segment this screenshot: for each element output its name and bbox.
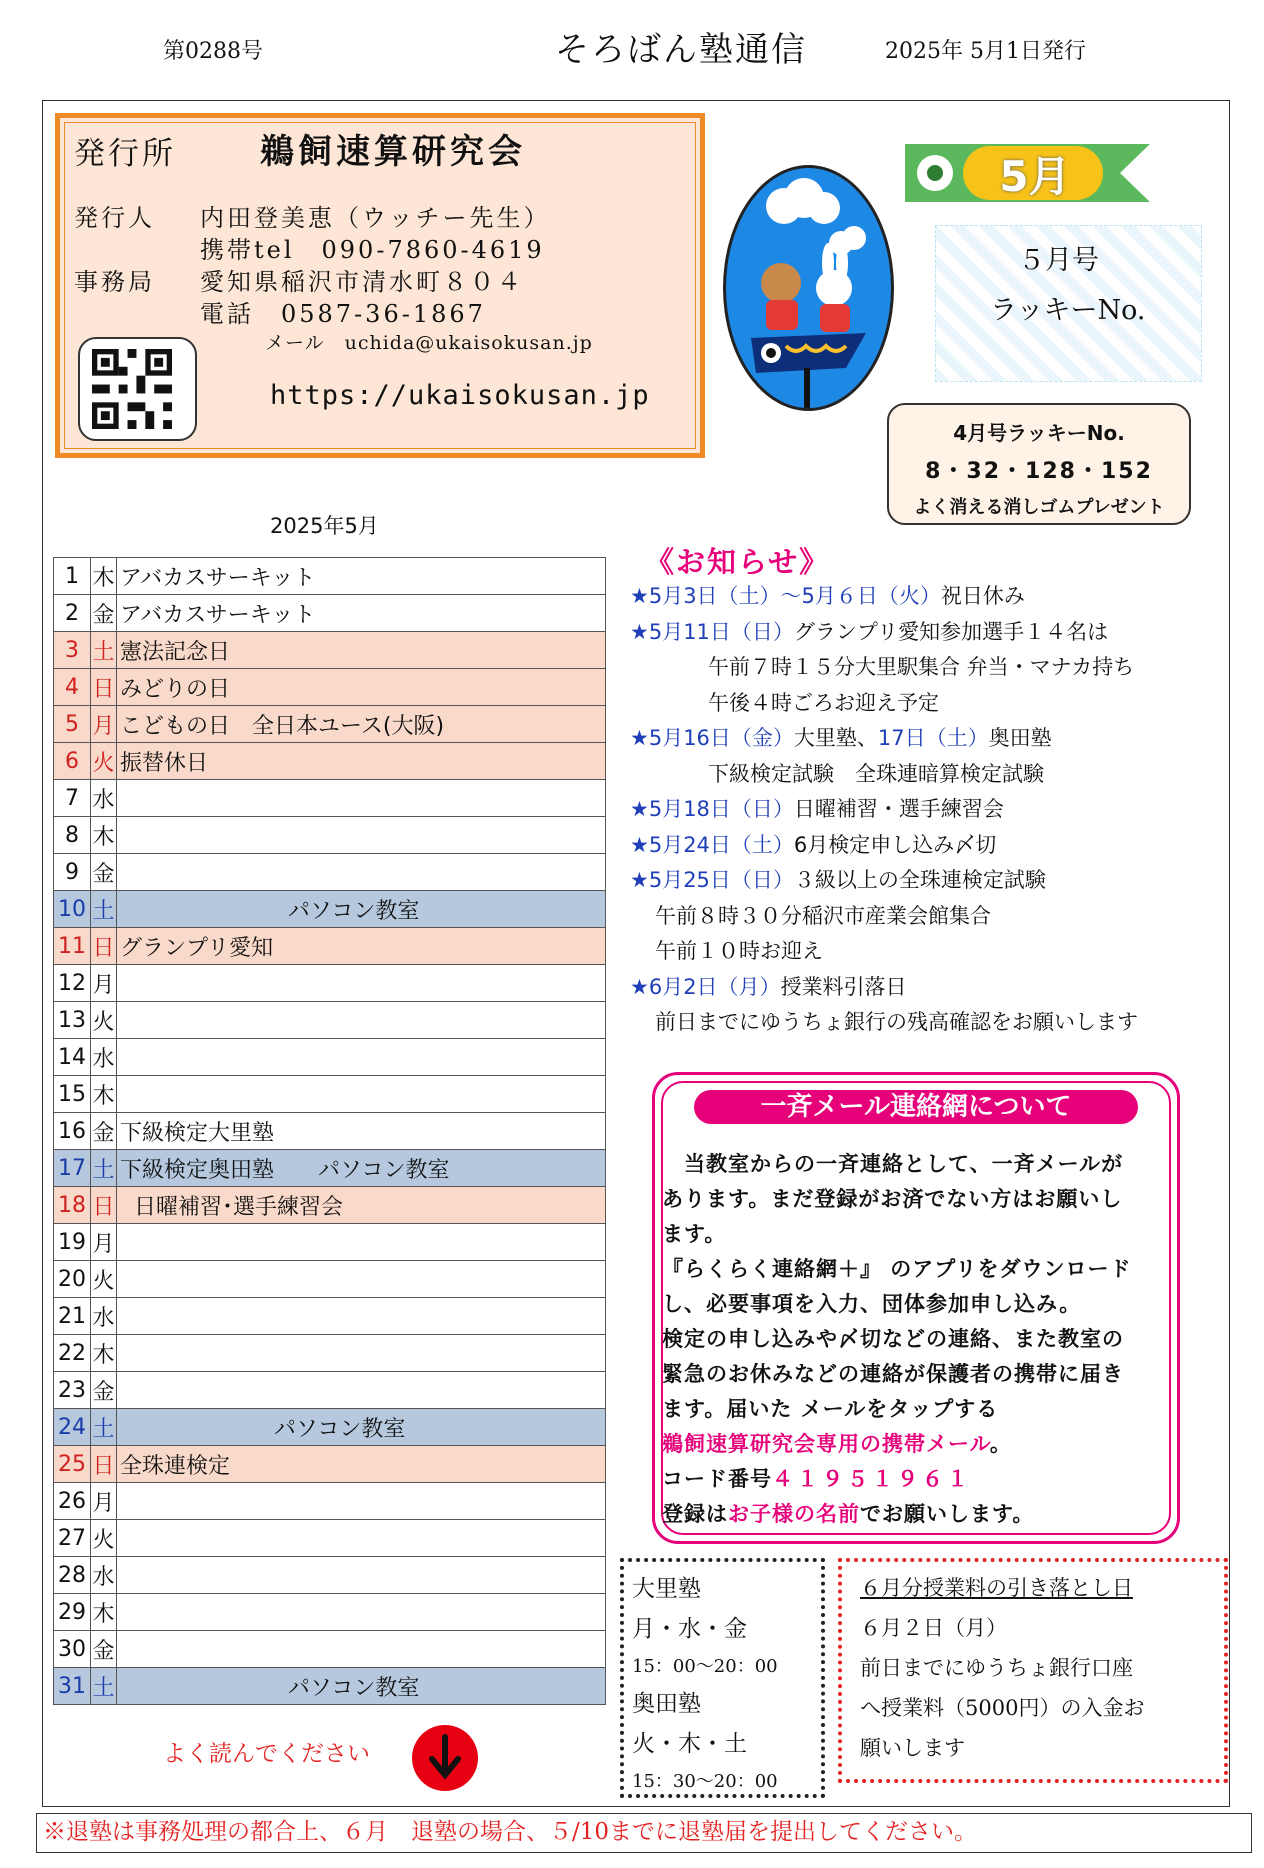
calendar-event: みどりの日 — [117, 669, 606, 706]
calendar-weekday: 土 — [91, 632, 117, 669]
calendar-day: 28 — [54, 1557, 91, 1594]
notice-line — [630, 616, 1108, 646]
calendar-row — [54, 1076, 606, 1113]
mail-text-5: し、必要事項を入力、団体参加申し込み。 — [662, 1292, 1082, 1316]
notice-line — [630, 829, 996, 859]
calendar-weekday: 火 — [91, 1002, 117, 1039]
calendar-event — [117, 1261, 606, 1298]
tuition-date: ６月２日（月） — [860, 1616, 1007, 1640]
calendar-day: 7 — [54, 780, 91, 817]
notice-date: 5月25日（日） — [648, 868, 794, 892]
calendar-weekday: 金 — [91, 854, 117, 891]
calendar-event — [117, 817, 606, 854]
calendar-event — [117, 1631, 606, 1668]
notice-date: 5月16日（金） — [648, 726, 794, 750]
notice-text: 大里塾、 — [793, 726, 878, 750]
calendar-row — [54, 928, 606, 965]
calendar-weekday: 木 — [91, 1076, 117, 1113]
calendar-row — [54, 1039, 606, 1076]
previous-lucky-numbers: 8・32・128・152 — [925, 459, 1153, 484]
calendar-weekday: 土 — [91, 1150, 117, 1187]
mail-network-title: 一斉メール連絡網について — [694, 1090, 1138, 1124]
notice-star-icon: ★ — [630, 726, 649, 750]
calendar-row — [54, 743, 606, 780]
notice-text: 奥田塾 — [988, 726, 1052, 750]
arrow-down-icon — [412, 1725, 478, 1791]
calendar-row — [54, 1002, 606, 1039]
calendar-day: 31 — [54, 1668, 91, 1705]
office-address: 愛知県稲沢市清水町８０４ — [200, 268, 524, 296]
notice-star-icon: ★ — [630, 797, 649, 821]
calendar-row — [54, 706, 606, 743]
mail-text-9: 鵜飼速算研究会専用の携帯メール。 — [662, 1432, 1012, 1456]
notice-star-icon: ★ — [630, 974, 649, 999]
calendar-event: 下級検定大里塾 — [117, 1113, 606, 1150]
notice-line — [630, 793, 1004, 823]
calendar-event — [117, 1039, 606, 1076]
mail-code: コード番号４１９５１９６１ — [662, 1467, 972, 1491]
calendar-weekday: 月 — [91, 706, 117, 743]
publisher-label: 発行所 — [74, 136, 176, 172]
calendar-row — [54, 891, 606, 928]
calendar-day: 9 — [54, 854, 91, 891]
calendar-weekday: 金 — [91, 1113, 117, 1150]
notice-text: 祝日休み — [940, 584, 1025, 608]
notice-text: 下級検定試験 全珠連暗算検定試験 — [708, 761, 1044, 786]
notice-star-icon: ★ — [630, 619, 649, 644]
calendar-weekday: 木 — [91, 558, 117, 595]
calendar-day: 13 — [54, 1002, 91, 1039]
school-2-days: 火・木・土 — [632, 1731, 747, 1757]
calendar-weekday: 土 — [91, 891, 117, 928]
previous-lucky-prize: よく消える消しゴムプレゼント — [913, 497, 1165, 518]
calendar-event: パソコン教室 — [117, 1668, 606, 1705]
calendar-day: 27 — [54, 1520, 91, 1557]
calendar-event: パソコン教室 — [117, 891, 606, 928]
calendar-weekday: 土 — [91, 1668, 117, 1705]
calendar-day: 10 — [54, 891, 91, 928]
calendar-weekday: 火 — [91, 743, 117, 780]
calendar-weekday: 月 — [91, 965, 117, 1002]
school-1-name: 大里塾 — [632, 1576, 701, 1602]
mail-text-8: ます。届いた メールをタップする — [662, 1397, 999, 1421]
publisher-person: 内田登美恵（ウッチー先生） — [200, 204, 551, 232]
notice-text: 日曜補習・選手練習会 — [793, 797, 1004, 821]
calendar-weekday: 日 — [91, 1187, 117, 1224]
calendar-event: 全珠連検定 — [117, 1446, 606, 1483]
notice-text: 午前８時３０分稲沢市産業会館集合 — [655, 903, 991, 928]
calendar-event — [117, 1557, 606, 1594]
website-url[interactable]: https://ukaisokusan.jp — [270, 380, 650, 411]
calendar-row — [54, 1261, 606, 1298]
mail-code-number: ４１９５１９６１ — [772, 1467, 972, 1491]
calendar-weekday: 金 — [91, 1631, 117, 1668]
calendar-day: 14 — [54, 1039, 91, 1076]
issue-number: 第0288号 — [163, 39, 263, 64]
calendar-event: アバカスサーキット — [117, 558, 606, 595]
lucky-issue: ５月号 — [1018, 245, 1099, 276]
calendar-event — [117, 1520, 606, 1557]
notice-line — [630, 971, 907, 1001]
calendar-day: 26 — [54, 1483, 91, 1520]
calendar-row — [54, 558, 606, 595]
calendar-row — [54, 854, 606, 891]
calendar-event: パソコン教室 — [117, 1409, 606, 1446]
calendar-row — [54, 1335, 606, 1372]
calendar-day: 5 — [54, 706, 91, 743]
office-phone: 電話 0587-36-1867 — [200, 300, 486, 328]
calendar-day: 23 — [54, 1372, 91, 1409]
calendar-day: 1 — [54, 558, 91, 595]
calendar-day: 3 — [54, 632, 91, 669]
calendar-weekday: 水 — [91, 1557, 117, 1594]
notice-line — [708, 758, 1044, 788]
notice-line — [630, 580, 1025, 610]
calendar-weekday: 木 — [91, 817, 117, 854]
calendar-row — [54, 1113, 606, 1150]
calendar-event: グランプリ愛知 — [117, 928, 606, 965]
calendar-weekday: 木 — [91, 1594, 117, 1631]
school-1-days: 月・水・金 — [632, 1616, 747, 1642]
notice-line — [708, 651, 1134, 681]
calendar-weekday: 火 — [91, 1520, 117, 1557]
calendar-day: 15 — [54, 1076, 91, 1113]
lucky-number-label: ラッキーNo. — [990, 295, 1146, 326]
calendar-day: 20 — [54, 1261, 91, 1298]
calendar-event: アバカスサーキット — [117, 595, 606, 632]
calendar-day: 6 — [54, 743, 91, 780]
notice-line — [630, 864, 1046, 894]
calendar-event — [117, 1002, 606, 1039]
calendar-weekday: 土 — [91, 1409, 117, 1446]
notice-line — [708, 687, 939, 717]
calendar-event — [117, 1372, 606, 1409]
calendar-weekday: 日 — [91, 669, 117, 706]
notice-text: グランプリ愛知参加選手１４名は — [793, 619, 1109, 644]
month-koinobori-banner — [905, 138, 1150, 208]
calendar-day: 21 — [54, 1298, 91, 1335]
mobile-number: 携帯tel 090-7860-4619 — [200, 236, 545, 264]
notice-text: 授業料引落日 — [780, 974, 907, 999]
calendar-row — [54, 1150, 606, 1187]
calendar-day: 25 — [54, 1446, 91, 1483]
calendar-row — [54, 1187, 606, 1224]
calendar-weekday: 水 — [91, 1039, 117, 1076]
notice-star-icon: ★ — [630, 868, 649, 892]
notice-date: 6月2日（月） — [648, 974, 781, 999]
calendar-row — [54, 632, 606, 669]
notice-text: 午前７時１５分大里駅集合 弁当・マナカ持ち — [708, 655, 1135, 679]
calendar-event: こどもの日 全日本ユース(大阪) — [117, 706, 606, 743]
notice-text: 午後４時ごろお迎え予定 — [708, 690, 939, 715]
calendar-row — [54, 1668, 606, 1705]
tuition-text-1: 前日までにゆうちょ銀行口座 — [860, 1656, 1133, 1680]
calendar-weekday: 木 — [91, 1335, 117, 1372]
calendar-row — [54, 1224, 606, 1261]
notice-star-icon: ★ — [630, 584, 649, 608]
notice-line — [655, 935, 823, 965]
calendar-event — [117, 1594, 606, 1631]
calendar-day: 2 — [54, 595, 91, 632]
calendar-day: 16 — [54, 1113, 91, 1150]
calendar-event — [117, 1224, 606, 1261]
calendar-event — [117, 1483, 606, 1520]
school-1-time: 15：00〜20：00 — [632, 1656, 778, 1677]
mail-text-3: ます。 — [662, 1222, 727, 1246]
calendar-table — [53, 557, 606, 1705]
calendar-row — [54, 817, 606, 854]
calendar-day: 22 — [54, 1335, 91, 1372]
calendar-weekday: 火 — [91, 1261, 117, 1298]
previous-lucky-box — [887, 403, 1191, 525]
publisher-org: 鵜飼速算研究会 — [260, 132, 526, 172]
notice-line — [655, 1006, 1138, 1036]
calendar-day: 11 — [54, 928, 91, 965]
previous-lucky-title: 4月号ラッキーNo. — [953, 421, 1125, 445]
calendar-row — [54, 1483, 606, 1520]
school-2-name: 奥田塾 — [632, 1691, 701, 1717]
tuition-text-2: へ授業料（5000円）の入金お — [860, 1696, 1145, 1720]
calendar-row — [54, 1409, 606, 1446]
qr-code[interactable] — [78, 337, 197, 441]
calendar-day: 8 — [54, 817, 91, 854]
newsletter-title: そろばん塾通信 — [555, 30, 807, 70]
notice-title: 《お知らせ》 — [645, 545, 831, 579]
calendar-row — [54, 1298, 606, 1335]
calendar-day: 19 — [54, 1224, 91, 1261]
calendar-row — [54, 1594, 606, 1631]
calendar-day: 17 — [54, 1150, 91, 1187]
calendar-row — [54, 1631, 606, 1668]
calendar-day: 18 — [54, 1187, 91, 1224]
notice-star-icon: ★ — [630, 832, 649, 857]
calendar-row — [54, 1520, 606, 1557]
calendar-row — [54, 965, 606, 1002]
calendar-event — [117, 965, 606, 1002]
calendar-weekday: 日 — [91, 1446, 117, 1483]
calendar-title: 2025年5月 — [270, 514, 379, 538]
calendar-day: 12 — [54, 965, 91, 1002]
calendar-weekday: 水 — [91, 1298, 117, 1335]
notice-text: ３級以上の全珠連検定試験 — [793, 868, 1046, 892]
notice-date: 5月3日（土）〜5月６日（火） — [648, 584, 941, 608]
notice-text: 前日までにゆうちょ銀行の残高確認をお願いします — [655, 1010, 1138, 1034]
school-2-time: 15：30〜20：00 — [632, 1771, 778, 1792]
calendar-weekday: 月 — [91, 1483, 117, 1520]
calendar-row — [54, 595, 606, 632]
notice-line — [655, 900, 991, 930]
mail-text-7: 緊急のお休みなどの連絡が保護者の携帯に届き — [662, 1362, 1124, 1386]
notice-line — [630, 722, 1052, 752]
calendar-weekday: 月 — [91, 1224, 117, 1261]
calendar-event — [117, 1076, 606, 1113]
calendar-day: 29 — [54, 1594, 91, 1631]
calendar-row — [54, 669, 606, 706]
tuition-title: ６月分授業料の引き落とし日 — [860, 1576, 1133, 1600]
issue-date: 2025年 5月1日発行 — [885, 39, 1086, 64]
month-label: 5月 — [999, 152, 1071, 201]
calendar-day: 30 — [54, 1631, 91, 1668]
calendar-day: 4 — [54, 669, 91, 706]
calendar-weekday: 日 — [91, 928, 117, 965]
calendar-day: 24 — [54, 1409, 91, 1446]
read-carefully-note: よく読んでください — [163, 1741, 370, 1767]
calendar-event: 憲法記念日 — [117, 632, 606, 669]
mail-text-4: 『らくらく連絡網＋』 のアプリをダウンロード — [662, 1257, 1132, 1281]
office-label: 事務局 — [74, 268, 155, 296]
withdrawal-notice: ※退塾は事務処理の都合上、６月 退塾の場合、５/10までに退塾届を提出してください。 — [36, 1813, 1252, 1853]
calendar-row — [54, 1446, 606, 1483]
calendar-weekday: 金 — [91, 1372, 117, 1409]
calendar-event: 日曜補習･選手練習会 — [117, 1187, 606, 1224]
calendar-event — [117, 1335, 606, 1372]
notice-date: 17日（土） — [877, 726, 989, 750]
notice-date: 5月18日（日） — [648, 797, 794, 821]
tuition-text-3: 願いします — [860, 1736, 965, 1760]
notice-date: 5月11日（日） — [648, 619, 794, 644]
calendar-weekday: 金 — [91, 595, 117, 632]
mail-text-2: あります。まだ登録がお済でない方はお願いし — [662, 1187, 1123, 1211]
notice-date: 5月24日（土） — [648, 832, 794, 857]
calendar-event — [117, 854, 606, 891]
person-label: 発行人 — [74, 204, 155, 232]
calendar-event — [117, 1298, 606, 1335]
calendar-event: 下級検定奥田塾 パソコン教室 — [117, 1150, 606, 1187]
calendar-row — [54, 1557, 606, 1594]
calendar-event: 振替休日 — [117, 743, 606, 780]
calendar-event — [117, 780, 606, 817]
mail-text-11: 登録はお子様の名前でお願いします。 — [662, 1502, 1035, 1526]
calendar-row — [54, 1372, 606, 1409]
email-address[interactable]: メール uchida@ukaisokusan.jp — [265, 332, 593, 354]
koinobori-illustration — [723, 165, 894, 411]
mail-text-6: 検定の申し込みや〆切などの連絡、また教室の — [662, 1327, 1124, 1351]
calendar-row — [54, 780, 606, 817]
notice-text: 6月検定申し込み〆切 — [793, 832, 997, 857]
notice-text: 午前１０時お迎え — [655, 939, 823, 963]
calendar-weekday: 水 — [91, 780, 117, 817]
mail-text-1: 当教室からの一斉連絡として、一斉メールが — [662, 1152, 1124, 1176]
